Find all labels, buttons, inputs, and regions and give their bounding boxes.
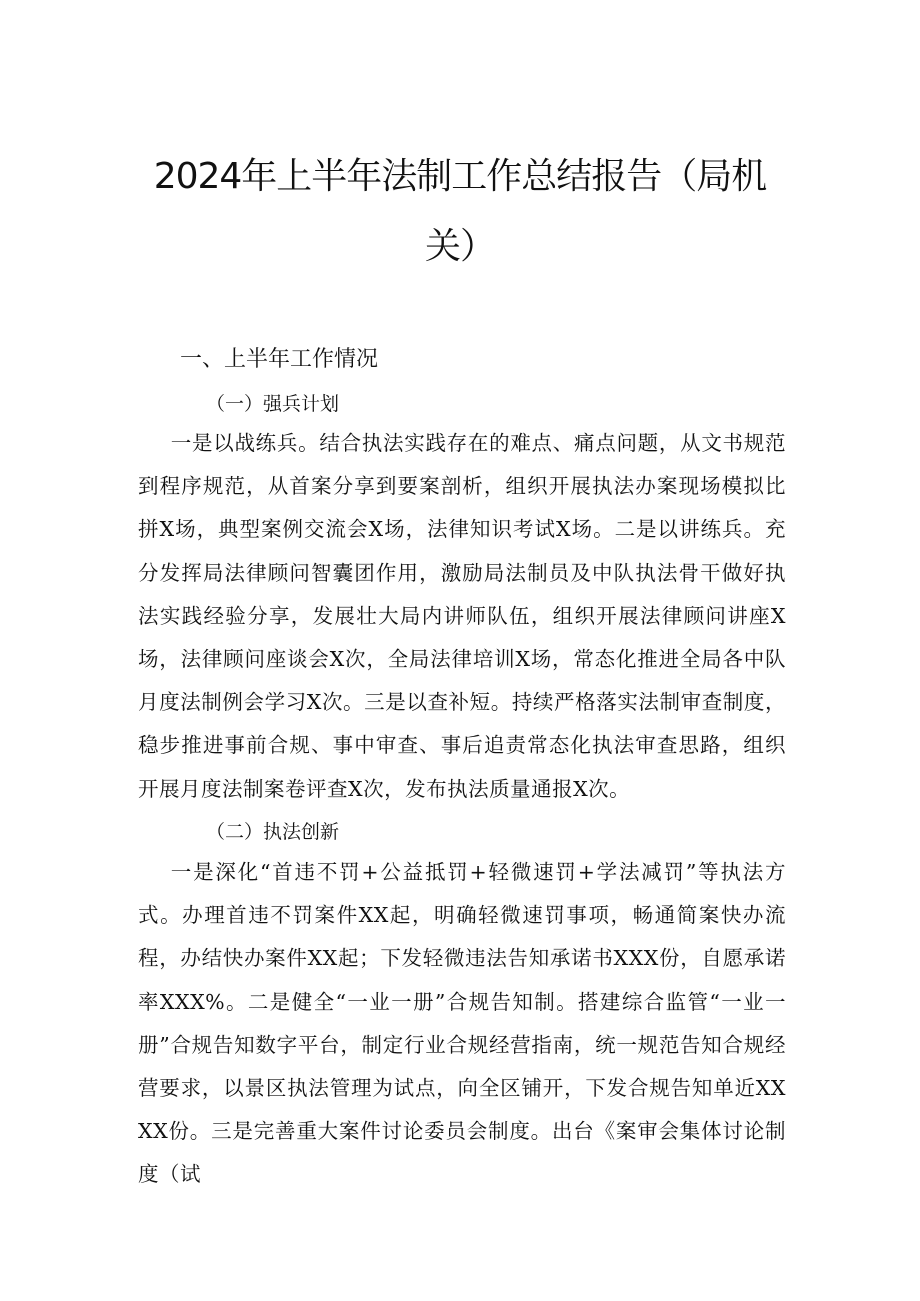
- subsection-heading-training: （一）强兵计划: [206, 393, 340, 415]
- paragraph-innovation: 一是深化“首违不罚+公益抵罚+轻微速罚+学法减罚”等执法方式。办理首违不罚案件XX起，明确轻微速罚事项，畅通简案快办流程，办结快办案件XX起；下发轻微违法告知承诺书XXX份，自愿承诺率XXX%。二是健全“一业一册”合规告知制。搭建综合监管“一业一册”合规告知数字平台，制定行业合规经营指南，统一规范告知合规经营要求，以景区执法管理为试点，向全区铺开，下发合规告知单近XXXX份。三是完善重大案件讨论委员会制度。出台《案审会集体讨论制度（试: [138, 860, 786, 1187]
- paragraph-training: 一是以战练兵。结合执法实践存在的难点、痛点问题，从文书规范到程序规范，从首案分享到要案剖析，组织开展执法办案现场模拟比拼X场，典型案例交流会X场，法律知识考试X场。二是以讲练兵。充分发挥局法律顾问智囊团作用，激励局法制员及中队执法骨干做好执法实践经验分享，发展壮大局内讲师队伍，组织开展法律顾问讲座X场，法律顾问座谈会X次，全局法律培训X场，常态化推进全局各中队月度法制例会学习X次。三是以查补短。持续严格落实法制审查制度，稳步推进事前合规、事中审查、事后追责常态化执法审查思路，组织开展月度法制案卷评查X次，发布执法质量通报X次。: [138, 431, 786, 801]
- section-heading-level1: 一、上半年工作情况: [180, 347, 379, 372]
- subsection-heading-innovation: （二）执法创新: [206, 821, 340, 843]
- document-title: 2024年上半年法制工作总结报告（局机关）: [153, 156, 767, 267]
